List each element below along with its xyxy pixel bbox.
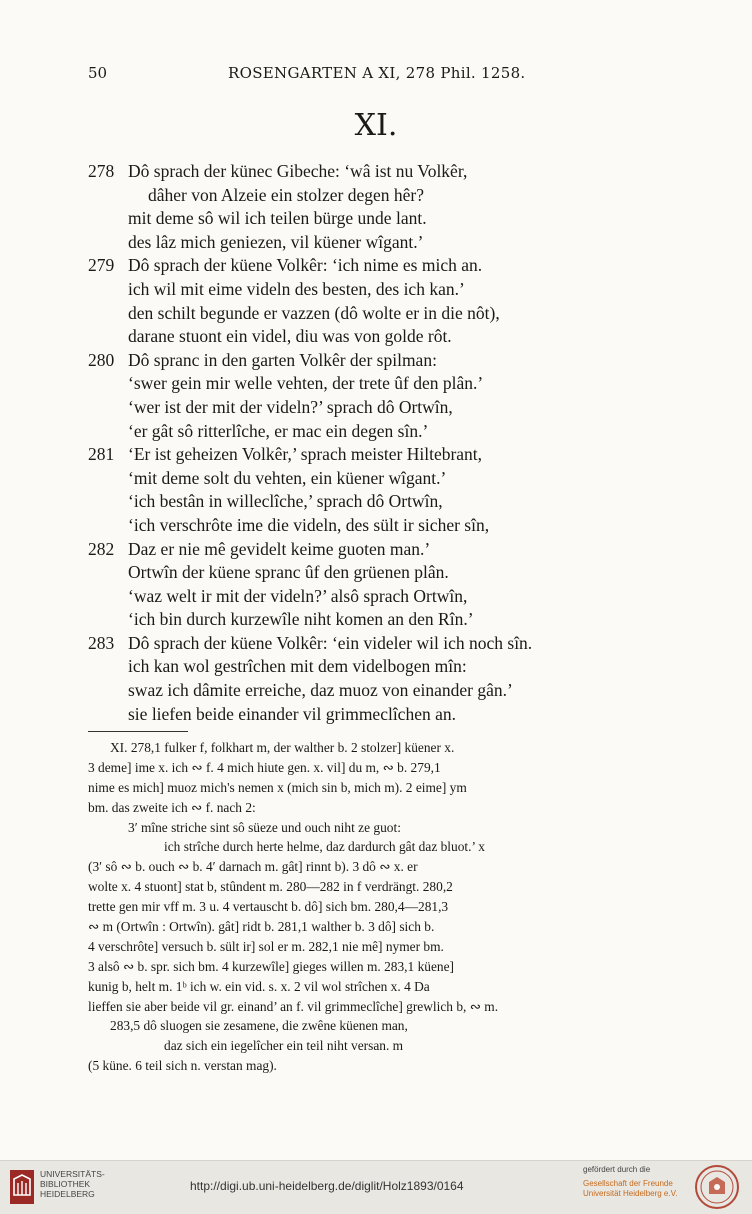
note-line: XI. 278,1 fulker f, folkhart m, der walther b. 2 stolzer] küener x. [110, 740, 455, 755]
stanza-number: 282 [88, 538, 115, 559]
verse-text: den schilt begunde er vazzen (dô wolte er in die nôt), [128, 302, 500, 323]
verse-text: des lâz mich geniezen, vil küener wîgant.’ [128, 231, 424, 252]
verse-line [88, 655, 688, 679]
verse-text: ‘Er ist geheizen Volkêr,’ sprach meister Hiltebrant, [128, 444, 483, 465]
verse-text: Dô sprach der künec Gibeche: ‘wâ ist nu Volkêr, [128, 161, 468, 181]
verse-block [88, 160, 688, 726]
verse-line [88, 372, 688, 396]
note-line: lieffen sie aber beide vil gr. einand’ an f. vil grimmeclîche] grewlich b, ∾ m. [88, 998, 499, 1014]
verse-line [88, 608, 688, 632]
verse-line [88, 396, 688, 420]
verse-text: ‘ich verschrôte ime die videln, des sült ir sicher sîn, [128, 514, 490, 535]
verse-line [88, 184, 688, 208]
page-number: 50 [88, 64, 108, 82]
note-line: ∾ m (Ortwîn : Ortwîn). gât] ridt b. 281,1 walther b. 3 dô] sich b. [88, 919, 435, 935]
stanza-number: 283 [88, 632, 115, 653]
verse-line [88, 703, 688, 727]
note-line: kunig b, helt m. 1ᵇ ich w. ein vid. s. x. 2 vil wol strîchen x. 4 Da [88, 978, 430, 994]
verse-text: ‘waz welt ir mit der videln?’ alsô sprach Ortwîn, [128, 585, 468, 606]
verse-line [88, 679, 688, 703]
verse-text: ‘er gât sô ritterlîche, er mac ein degen sîn.’ [128, 420, 429, 441]
verse-text: swaz ich dâmite erreiche, daz muoz von einander gân.’ [128, 680, 513, 701]
verse-text: ich kan wol gestrîchen mit dem videlbogen mîn: [128, 656, 467, 677]
verse-line [88, 632, 688, 656]
verse-line [88, 160, 688, 184]
verse-text: ‘ich bestân in willeclîche,’ sprach dô Ortwîn, [128, 491, 443, 512]
verse-text: ‘ich bin durch kurzewîle niht komen an den Rîn.’ [128, 609, 474, 630]
stanza-number: 279 [88, 255, 115, 276]
verse-line [88, 538, 688, 562]
verse-text: Dô sprach der küene Volkêr: ‘ich nime es mich an. [128, 255, 483, 276]
note-line: trette gen mir vff m. 3 u. 4 vertauscht b. dô] sich bm. 280,4—281,3 [88, 899, 449, 915]
footnote-rule [88, 731, 188, 732]
library-logo-icon [9, 1169, 35, 1205]
verse-text: ‘mit deme solt du vehten, ein küener wîgant.’ [128, 467, 447, 488]
verse-text: mit deme sô wil ich teilen bürge unde lant. [128, 208, 427, 229]
permalink-url[interactable]: http://digi.ub.uni-heidelberg.de/diglit/Holz1893/0164 [190, 1179, 464, 1193]
verse-line [88, 349, 688, 373]
verse-text: Dô sprach der küene Volkêr: ‘ein videler wil ich noch sîn. [128, 632, 533, 653]
verse-text: ich wil mit eime videln des besten, des ich kan.’ [128, 278, 465, 299]
note-line: 283,5 dô sluogen sie zesamene, die zwêne küenen man, [110, 1018, 408, 1034]
verse-line [88, 420, 688, 444]
note-line: 4 verschrôte] versuch b. sült ir] sol er m. 282,1 nie mê] nymer bm. [88, 938, 444, 954]
society-name: Gesellschaft der Freunde Universität Heidelberg e.V. [583, 1179, 678, 1198]
note-line: 3 alsô ∾ b. spr. sich bm. 4 kurzewîle] gieges willen m. 283,1 küene] [88, 958, 454, 974]
stanza-number: 281 [88, 444, 115, 465]
note-line: nime es mich] muoz mich's nemen x (mich sin b, mich m). 2 eime] ym [88, 779, 467, 795]
note-line: daz sich ein iegelîcher ein teil niht versan. m [164, 1038, 404, 1054]
university-seal-icon [694, 1164, 740, 1210]
note-line: 3 deme] ime x. ich ∾ f. 4 mich hiute gen. x. vil] du m, ∾ b. 279,1 [88, 759, 441, 775]
verse-line [88, 325, 688, 349]
verse-line [88, 302, 688, 326]
verse-text: Ortwîn der küene spranc ûf den grüenen plân. [128, 562, 449, 583]
stanza-number: 278 [88, 161, 115, 181]
verse-text: ‘wer ist der mit der videln?’ sprach dô Ortwîn, [128, 396, 453, 417]
verse-text: darane stuont ein videl, diu was von golde rôt. [128, 326, 452, 347]
verse-line [88, 254, 688, 278]
verse-line [88, 585, 688, 609]
verse-line [88, 207, 688, 231]
viewer-footer [0, 1160, 752, 1214]
verse-text: dâher von Alzeie ein stolzer degen hêr? [148, 184, 424, 205]
verse-line [88, 514, 688, 538]
verse-line [88, 443, 688, 467]
note-line: (5 küne. 6 teil sich n. verstan mag). [88, 1058, 277, 1074]
note-line: (3′ sô ∾ b. ouch ∾ b. 4′ darnach m. gât] rinnt b). 3 dô ∾ x. er [88, 859, 418, 875]
note-line: wolte x. 4 stuont] stat b, stûndent m. 280—282 in f verdrängt. 280,2 [88, 879, 453, 895]
verse-line [88, 467, 688, 491]
running-title: ROSENGARTEN A XI, 278 Phil. 1258. [228, 64, 526, 82]
verse-text: sie liefen beide einander vil grimmeclîchen an. [128, 703, 456, 724]
funded-by-label: gefördert durch die [583, 1165, 651, 1174]
library-name: UNIVERSITÄTS- BIBLIOTHEK HEIDELBERG [40, 1169, 105, 1199]
note-line: ich strîche durch herte helme, daz dardurch gât daz bluot.’ x [164, 839, 485, 855]
verse-line [88, 490, 688, 514]
verse-text: Daz er nie mê gevidelt keime guoten man.’ [128, 538, 431, 559]
verse-text: Dô spranc in den garten Volkêr der spilman: [128, 349, 437, 370]
apparatus-notes [88, 738, 678, 1076]
verse-line [88, 278, 688, 302]
verse-text: ‘swer gein mir welle vehten, der trete ûf den plân.’ [128, 373, 484, 394]
note-line: 3′ mîne striche sint sô süeze und ouch niht ze guot: [128, 819, 401, 835]
verse-line [88, 561, 688, 585]
note-line: bm. das zweite ich ∾ f. nach 2: [88, 799, 256, 815]
stanza-number: 280 [88, 349, 115, 370]
chapter-heading: XI. [354, 108, 398, 143]
verse-line [88, 231, 688, 255]
